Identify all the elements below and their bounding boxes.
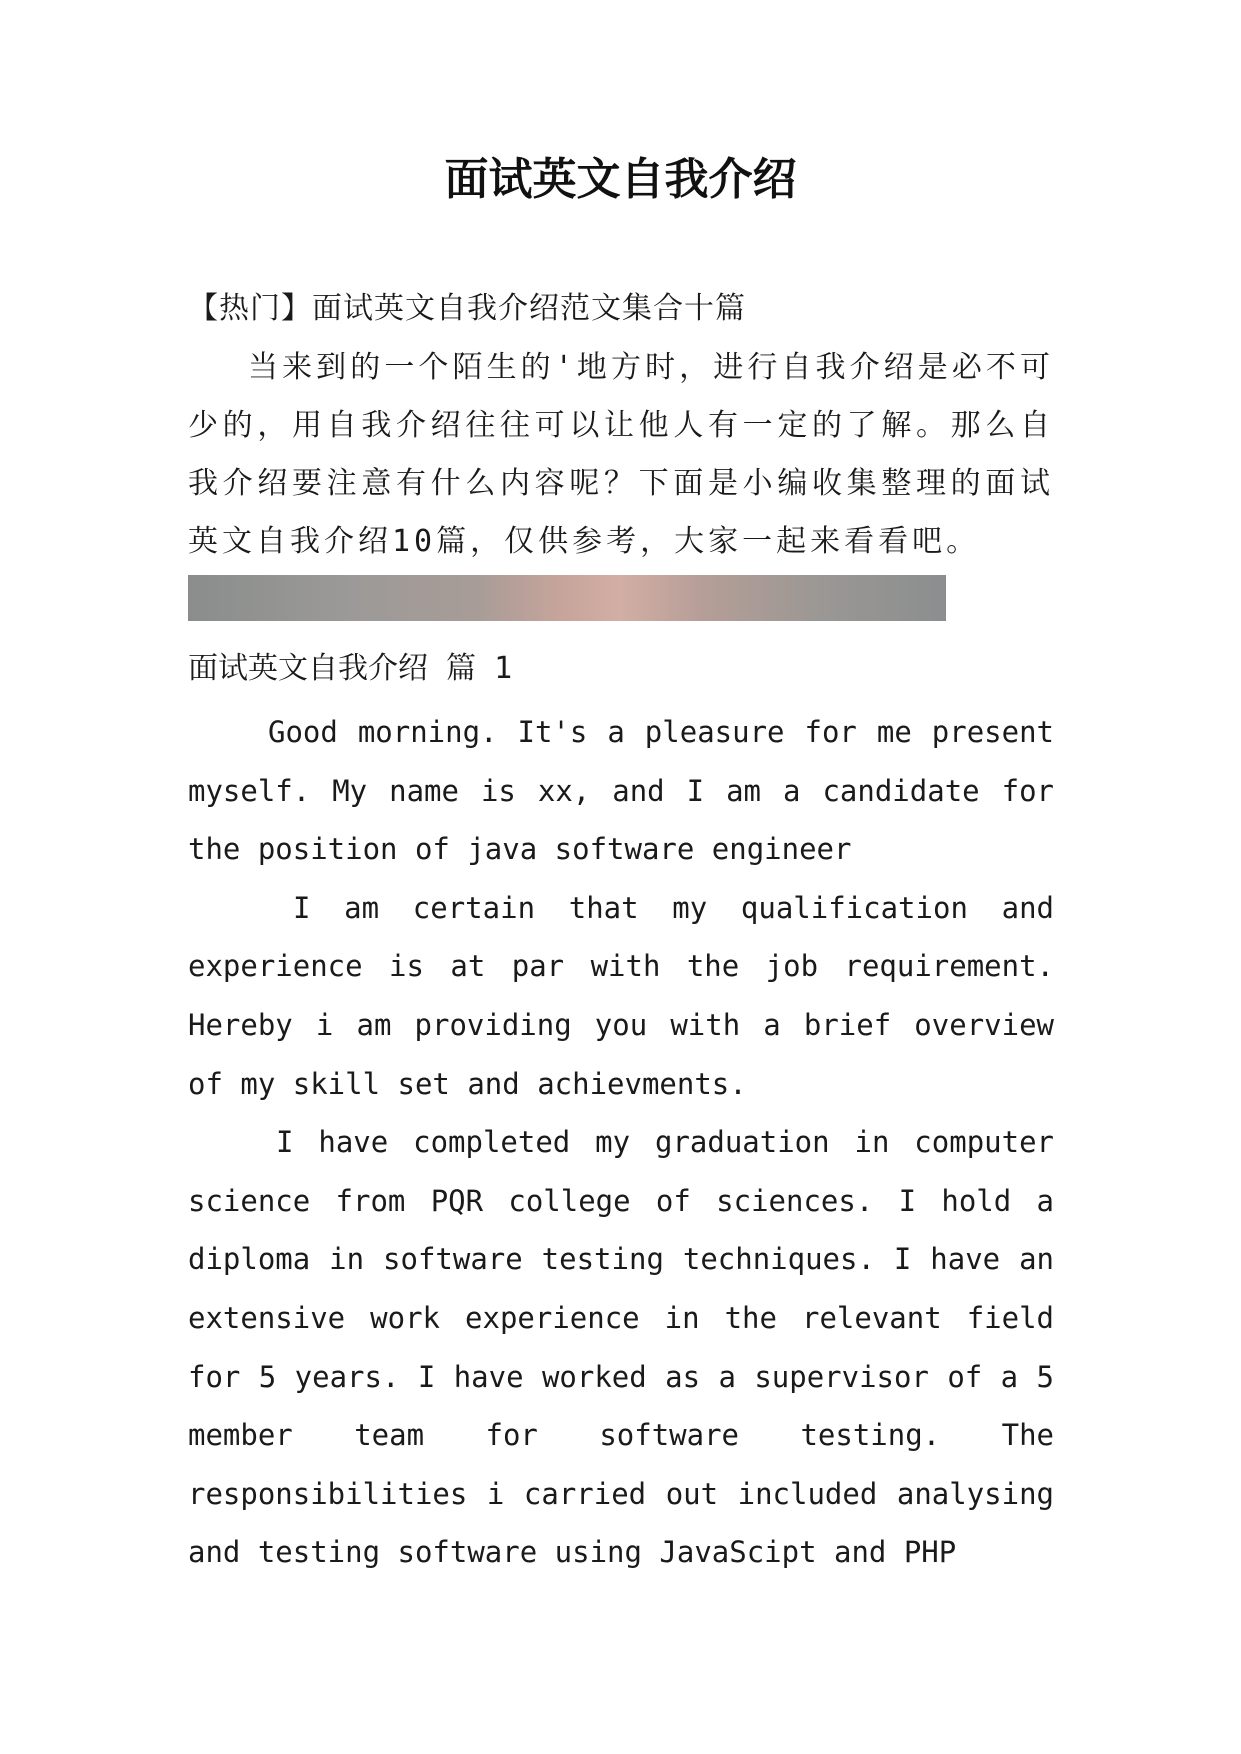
cropped-photo	[188, 575, 946, 621]
body-paragraph: I have completed my graduation in computer science from PQR college of sciences. I hold a diploma in software testing techniques. I have an extensive work experience in the relevant field for 5 years. I have worked as a supervisor of a 5 member team for software testing. The responsibilities i carried out included analysing and testing software using JavaScipt and PHP	[188, 1125, 1054, 1570]
section-title: 面试英文自我介绍 篇 1	[188, 651, 513, 686]
document-body	[188, 289, 1054, 1582]
body-paragraph: I am certain that my qualification and experience is at par with the job requirement. Hereby i am providing you with a brief overview of my skill set and achievments.	[188, 890, 1054, 1101]
document-subtitle: 【热门】面试英文自我介绍范文集合十篇	[188, 291, 746, 326]
body-paragraph: Good morning. It's a pleasure for me present myself. My name is xx, and I am a candidate for the position of java software engineer	[188, 715, 1054, 867]
document-title: 面试英文自我介绍	[444, 154, 797, 205]
intro-paragraph: 当来到的一个陌生的'地方时，进行自我介绍是必不可少的，用自我介绍往往可以让他人有一定的了解。那么自我介绍要注意有什么内容呢？下面是小编收集整理的面试英文自我介绍10篇，仅供参考，大家一起来看看吧。	[188, 350, 1054, 559]
